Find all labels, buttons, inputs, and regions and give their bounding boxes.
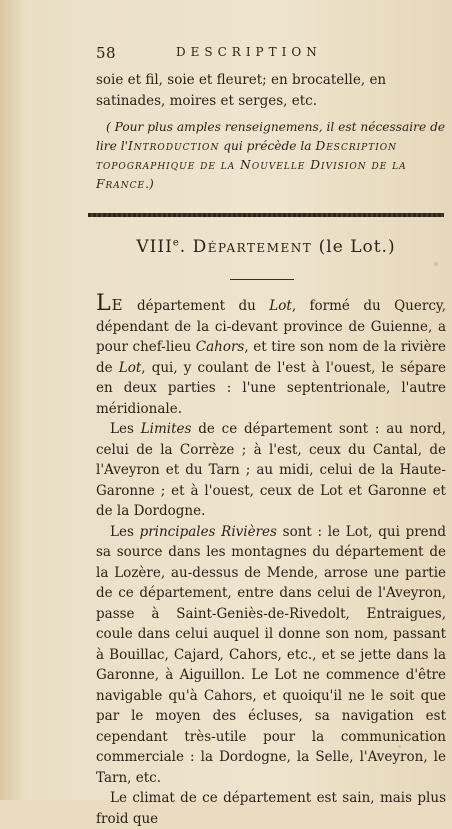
p2-text-a: Les [110, 421, 141, 437]
paragraph-limites [96, 419, 446, 522]
paragraph-rivieres [96, 522, 446, 789]
p3-text-b: sont : le Lot, qui prend sa source dans les montagnes du département de la Lozère, au-dessus de Mende, arrose une partie de ce département, entre dans celui de l'Aveyron, passe à Saint-Geniès-de-Rivedolt, Entraigues, coule dans celui auquel il donne son nom, passant à Bouillac, Cajard, Cahors, etc., et se jette dans la Garonne, à Aiguillon. Le Lot ne commence d'être navigable qu'à Cahors, et quoiqu'il ne le soit que par le moyen des écluses, sa navigation est cependant très-utile pour la communication commerciale : la Dordogne, la Selle, l'Aveyron, le Tarn, etc. [96, 523, 446, 786]
chapter-numeral-sup: e [172, 237, 180, 249]
heading-underline [230, 279, 294, 280]
p1-text-b: , formé du Quercy, dépendant de la ci-devant province de Guienne, a pour chef-lieu [96, 298, 447, 355]
body-text [96, 291, 447, 829]
p1-text-d: , qui, y coulant de l'est à l'ouest, le sépare en deux parties : l'une septentrionale, l'autre méridionale. [96, 359, 446, 417]
paper-foxing-spot [434, 262, 438, 266]
chapter-rest: (le Lot.) [312, 237, 396, 257]
p1-italic-lot: Lot [269, 298, 292, 314]
note-smallcaps-2: Description topographique de la Nouvelle Division de la France [96, 139, 407, 191]
p3-italic-rivieres: principales Rivières [139, 523, 277, 540]
p1-text-c: , et tire son nom de la rivière de [96, 339, 446, 376]
chapter-heading [88, 237, 444, 257]
note-text-3: .) [145, 177, 154, 191]
p1-italic-cahors: Cahors [195, 339, 245, 355]
p4-text-a: Le climat de ce département est sain, mais plus froid que [96, 790, 446, 827]
paragraph-intro [96, 291, 447, 419]
chapter-dot: . [179, 237, 187, 257]
note-text-2: qui précède la [219, 139, 316, 153]
paragraph-climat [96, 788, 446, 829]
p1-text-a: département du [123, 298, 270, 314]
running-title: DESCRIPTION [176, 45, 322, 59]
section-divider [88, 213, 444, 217]
p2-italic-limites: Limites [140, 421, 192, 437]
chapter-word: Département [192, 237, 313, 257]
page-number: 58 [96, 44, 117, 62]
paper-foxing-spot [398, 745, 401, 748]
note-text-1: ( Pour plus amples renseignemens, il est nécessaire de lire l' [96, 120, 446, 153]
chapter-numeral: VIII [136, 237, 173, 257]
p3-text-a: Les [110, 523, 140, 540]
drop-cap: Le [96, 291, 124, 316]
intro-text: soie et fil, soie et fleuret; en brocatelle, en satinades, moires et serges, etc. [96, 72, 387, 109]
note-smallcaps-1: Introduction [127, 139, 220, 153]
reference-note [96, 118, 446, 194]
p2-text-b: de ce département sont : au nord, celui de la Corrèze ; à l'est, ceux du Cantal, de l'Aveyron et du Tarn ; au midi, celui de la Haute-Garonne ; et à l'ouest, ceux de Lot et Garonne et de la Dordogne. [96, 421, 446, 519]
p1-italic-lot-2: Lot [118, 359, 142, 376]
